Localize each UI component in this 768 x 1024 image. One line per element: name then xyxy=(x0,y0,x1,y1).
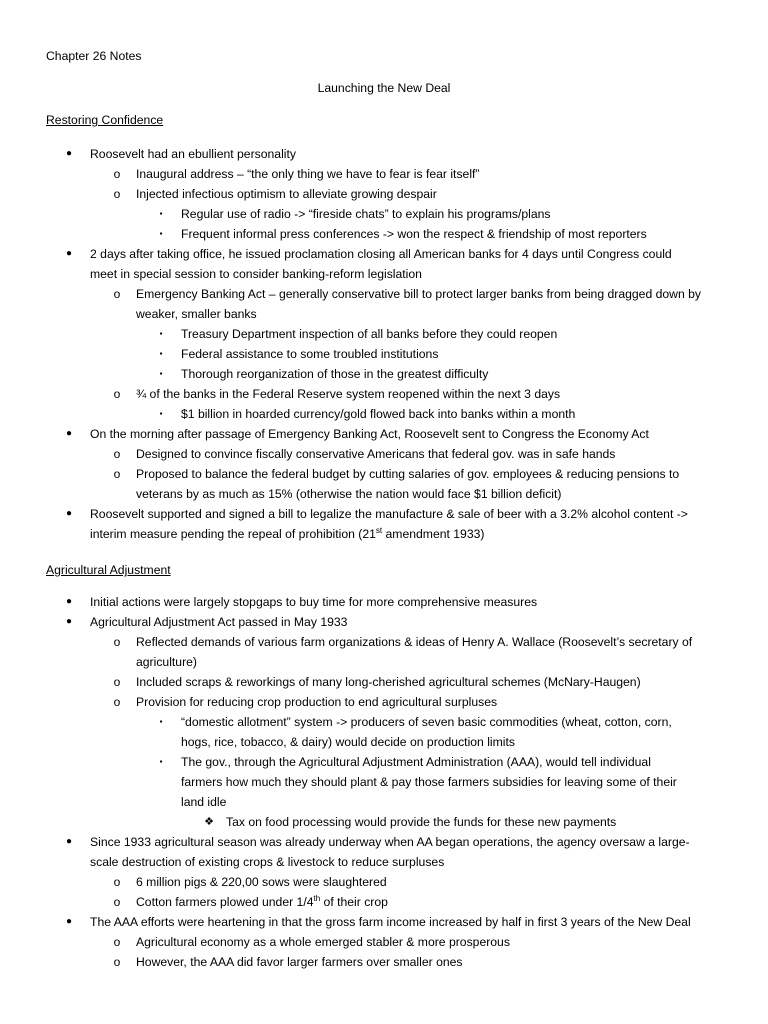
list-item: On the morning after passage of Emergency Banking Act, Roosevelt sent to Congress the Economy Act xyxy=(90,427,649,441)
list-item: However, the AAA did favor larger farmers over smaller ones xyxy=(136,955,463,969)
list-item: “domestic allotment” system -> producers of seven basic commodities (wheat, cotton, corn, xyxy=(181,715,672,729)
bullet-icon: ● xyxy=(65,836,73,847)
list-item: Provision for reducing crop production to end agricultural surpluses xyxy=(136,695,498,709)
line-text: of their crop xyxy=(320,895,388,909)
list-item: 2 days after taking office, he issued proclamation closing all American banks for 4 days until Congress could xyxy=(90,247,672,261)
bullet-icon: ● xyxy=(65,596,73,607)
bullet-icon: o xyxy=(113,935,121,949)
bullet-icon: o xyxy=(113,895,121,909)
ordinal-suffix: th xyxy=(313,893,321,903)
line-text: amendment 1933) xyxy=(382,527,485,541)
bullet-icon: ● xyxy=(65,616,73,627)
bullet-icon: ● xyxy=(65,916,73,927)
diamond-bullet-icon: ❖ xyxy=(204,816,214,828)
list-item: 6 million pigs & 220,00 sows were slaughtered xyxy=(136,875,387,889)
list-item: Roosevelt supported and signed a bill to legalize the manufacture & sale of beer with a 3.2% alcohol content -> xyxy=(90,507,688,521)
bullet-icon: ▪ xyxy=(159,349,163,358)
section-heading: Restoring Confidence xyxy=(46,113,164,127)
list-item: Designed to convince fiscally conservative Americans that federal gov. was in safe hands xyxy=(136,447,616,461)
bullet-icon: ▪ xyxy=(159,757,163,766)
list-item: ¾ of the banks in the Federal Reserve system reopened within the next 3 days xyxy=(136,387,561,401)
list-item: The AAA efforts were heartening in that the gross farm income increased by half in first 3 years of the New Deal xyxy=(90,915,691,929)
list-item: The gov., through the Agricultural Adjustment Administration (AAA), would tell individual xyxy=(181,755,651,769)
bullet-icon: o xyxy=(113,875,121,889)
chapter-label: Chapter 26 Notes xyxy=(46,49,142,63)
bullet-icon: o xyxy=(113,387,121,401)
list-item: Inaugural address – “the only thing we have to fear is fear itself” xyxy=(136,167,480,181)
bullet-icon: ● xyxy=(65,148,73,159)
list-item: $1 billion in hoarded currency/gold flowed back into banks within a month xyxy=(181,407,576,421)
bullet-icon: ● xyxy=(65,428,73,439)
list-item: Frequent informal press conferences -> won the respect & friendship of most reporters xyxy=(181,227,647,241)
list-item: Initial actions were largely stopgaps to buy time for more comprehensive measures xyxy=(90,595,538,609)
list-item: Thorough reorganization of those in the greatest difficulty xyxy=(181,367,489,381)
list-item-continuation: hogs, rice, tobacco, & dairy) would decide on production limits xyxy=(181,735,515,749)
list-item-continuation: agriculture) xyxy=(136,655,197,669)
bullet-icon: o xyxy=(113,635,121,649)
list-item-continuation: veterans by as much as 15% (otherwise the nation would face $1 billion deficit) xyxy=(136,487,562,501)
list-item-continuation: scale destruction of existing crops & livestock to reduce surpluses xyxy=(90,855,445,869)
bullet-icon: o xyxy=(113,695,121,709)
bullet-icon: o xyxy=(113,187,121,201)
ordinal-suffix: st xyxy=(375,525,383,535)
list-item: Regular use of radio -> “fireside chats” to explain his programs/plans xyxy=(181,207,551,221)
list-item xyxy=(136,892,388,912)
bullet-icon: o xyxy=(113,467,121,481)
bullet-icon: o xyxy=(113,447,121,461)
section-heading: Agricultural Adjustment xyxy=(46,563,171,577)
list-item-continuation: weaker, smaller banks xyxy=(136,307,257,321)
list-item-continuation xyxy=(90,524,484,544)
bullet-icon: ▪ xyxy=(159,229,163,238)
list-item: Roosevelt had an ebullient personality xyxy=(90,147,296,161)
bullet-icon: ● xyxy=(65,508,73,519)
list-item: Included scraps & reworkings of many long-cherished agricultural schemes (McNary-Haugen) xyxy=(136,675,641,689)
bullet-icon: ▪ xyxy=(159,369,163,378)
list-item: Tax on food processing would provide the funds for these new payments xyxy=(226,815,617,829)
line-text: interim measure pending the repeal of prohibition (21 xyxy=(90,527,376,541)
list-item: Proposed to balance the federal budget by cutting salaries of gov. employees & reducing pensions to xyxy=(136,467,680,481)
list-item: Agricultural Adjustment Act passed in May 1933 xyxy=(90,615,348,629)
list-item: Federal assistance to some troubled institutions xyxy=(181,347,439,361)
list-item-continuation: farmers how much they should plant & pay those farmers subsidies for leaving some of their xyxy=(181,775,677,789)
list-item: Treasury Department inspection of all banks before they could reopen xyxy=(181,327,558,341)
page-title: Launching the New Deal xyxy=(317,81,451,95)
list-item: Emergency Banking Act – generally conservative bill to protect larger banks from being dragged down by xyxy=(136,287,701,301)
bullet-icon: ▪ xyxy=(159,329,163,338)
list-item-continuation: meet in special session to consider banking-reform legislation xyxy=(90,267,422,281)
list-item: Agricultural economy as a whole emerged stabler & more prosperous xyxy=(136,935,510,949)
list-item: Since 1933 agricultural season was already underway when AA began operations, the agency oversaw a large- xyxy=(90,835,690,849)
bullet-icon: ▪ xyxy=(159,209,163,218)
bullet-icon: ● xyxy=(65,248,73,259)
list-item: Injected infectious optimism to alleviate growing despair xyxy=(136,187,437,201)
bullet-icon: ▪ xyxy=(159,717,163,726)
bullet-icon: o xyxy=(113,955,121,969)
bullet-icon: ▪ xyxy=(159,409,163,418)
list-item-continuation: land idle xyxy=(181,795,227,809)
bullet-icon: o xyxy=(113,167,121,181)
line-text: Cotton farmers plowed under 1/4 xyxy=(136,895,314,909)
bullet-icon: o xyxy=(113,287,121,301)
bullet-icon: o xyxy=(113,675,121,689)
list-item: Reflected demands of various farm organizations & ideas of Henry A. Wallace (Roosevelt’s secretary of xyxy=(136,635,693,649)
